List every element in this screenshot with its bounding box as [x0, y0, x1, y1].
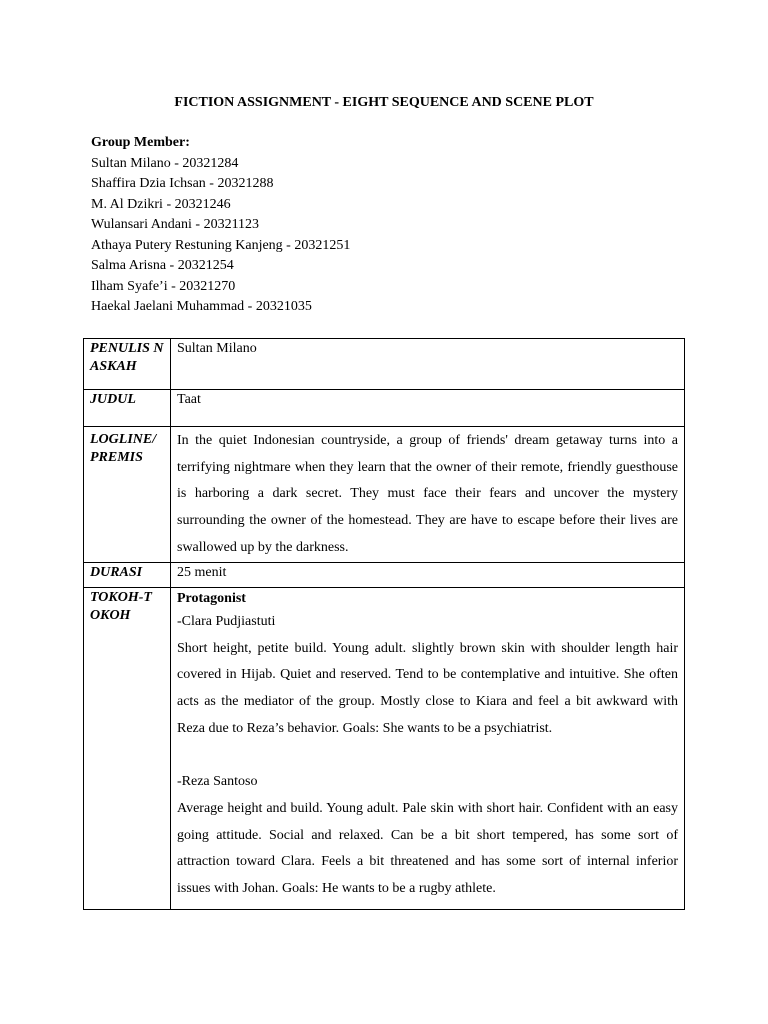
judul-label: JUDUL — [84, 390, 171, 427]
protagonist-heading: Protagonist — [177, 591, 246, 606]
group-member-item: Ilham Syafe’i - 20321270 — [91, 278, 236, 294]
character-name: -Clara Pudjiastuti — [177, 614, 276, 629]
character-name: -Reza Santoso — [177, 774, 258, 790]
judul-value: Taat — [171, 390, 685, 427]
character-description: Average height and build. Young adult. Pale skin with short hair. Confident with an easy going attitude. Social and relaxed. Can be a bit short tempered, has some sort of attraction toward Clara. Feels a bit threatened and has some sort of internal inferior issues with Johan. Goals: He wants to be a rugby athlete. — [177, 800, 678, 897]
table-row-logline — [84, 427, 685, 563]
table-row-penulis — [84, 339, 685, 390]
group-member-item: Salma Arisna - 20321254 — [91, 258, 234, 273]
table-row-judul — [84, 390, 685, 427]
character-description: Short height, petite build. Young adult. slightly brown skin with shoulder length hair covered in Hijab. Quiet and reserved. Tend to be contemplative and intuitive. She often acts as the mediator of the group. Mostly close to Kiara and feel a bit awkward with Reza due to Reza’s behavior. Goals: She wants to be a psychiatrist. — [177, 640, 678, 736]
tokoh-label: TOKOH-T OKOH — [84, 588, 171, 910]
penulis-label: PENULIS NASKAH — [84, 339, 171, 390]
group-member-item: Athaya Putery Restuning Kanjeng - 20321251 — [91, 237, 351, 253]
tokoh-value — [171, 588, 685, 910]
group-member-item: Sultan Milano - 20321284 — [91, 155, 239, 171]
spacer — [177, 743, 678, 770]
group-member-heading: Group Member: — [91, 135, 190, 150]
durasi-label: DURASI — [84, 563, 171, 588]
table-row-durasi — [84, 563, 685, 588]
group-member-item: M. Al Dzikri - 20321246 — [91, 196, 231, 212]
group-member-item: Shaffira Dzia Ichsan - 20321288 — [91, 176, 274, 191]
table-row-tokoh — [84, 588, 685, 910]
logline-value: In the quiet Indonesian countryside, a group of friends' dream getaway turns into a terrifying nightmare when they learn that the owner of their remote, friendly guesthouse is harboring a dark secret. They must face their fears and uncover the mystery surrounding the owner of the homestead. They are have to escape before their lives are swallowed up by the darkness. — [171, 427, 685, 563]
group-members — [91, 133, 350, 318]
durasi-value: 25 menit — [171, 563, 685, 588]
group-member-item: Wulansari Andani - 20321123 — [91, 217, 260, 232]
plot-table — [83, 338, 685, 910]
logline-label: LOGLINE/ PREMIS — [84, 427, 171, 563]
document-title: FICTION ASSIGNMENT - EIGHT SEQUENCE AND SCENE PLOT — [174, 95, 594, 110]
group-member-item: Haekal Jaelani Muhammad - 20321035 — [91, 299, 312, 314]
penulis-value: Sultan Milano — [171, 339, 685, 390]
